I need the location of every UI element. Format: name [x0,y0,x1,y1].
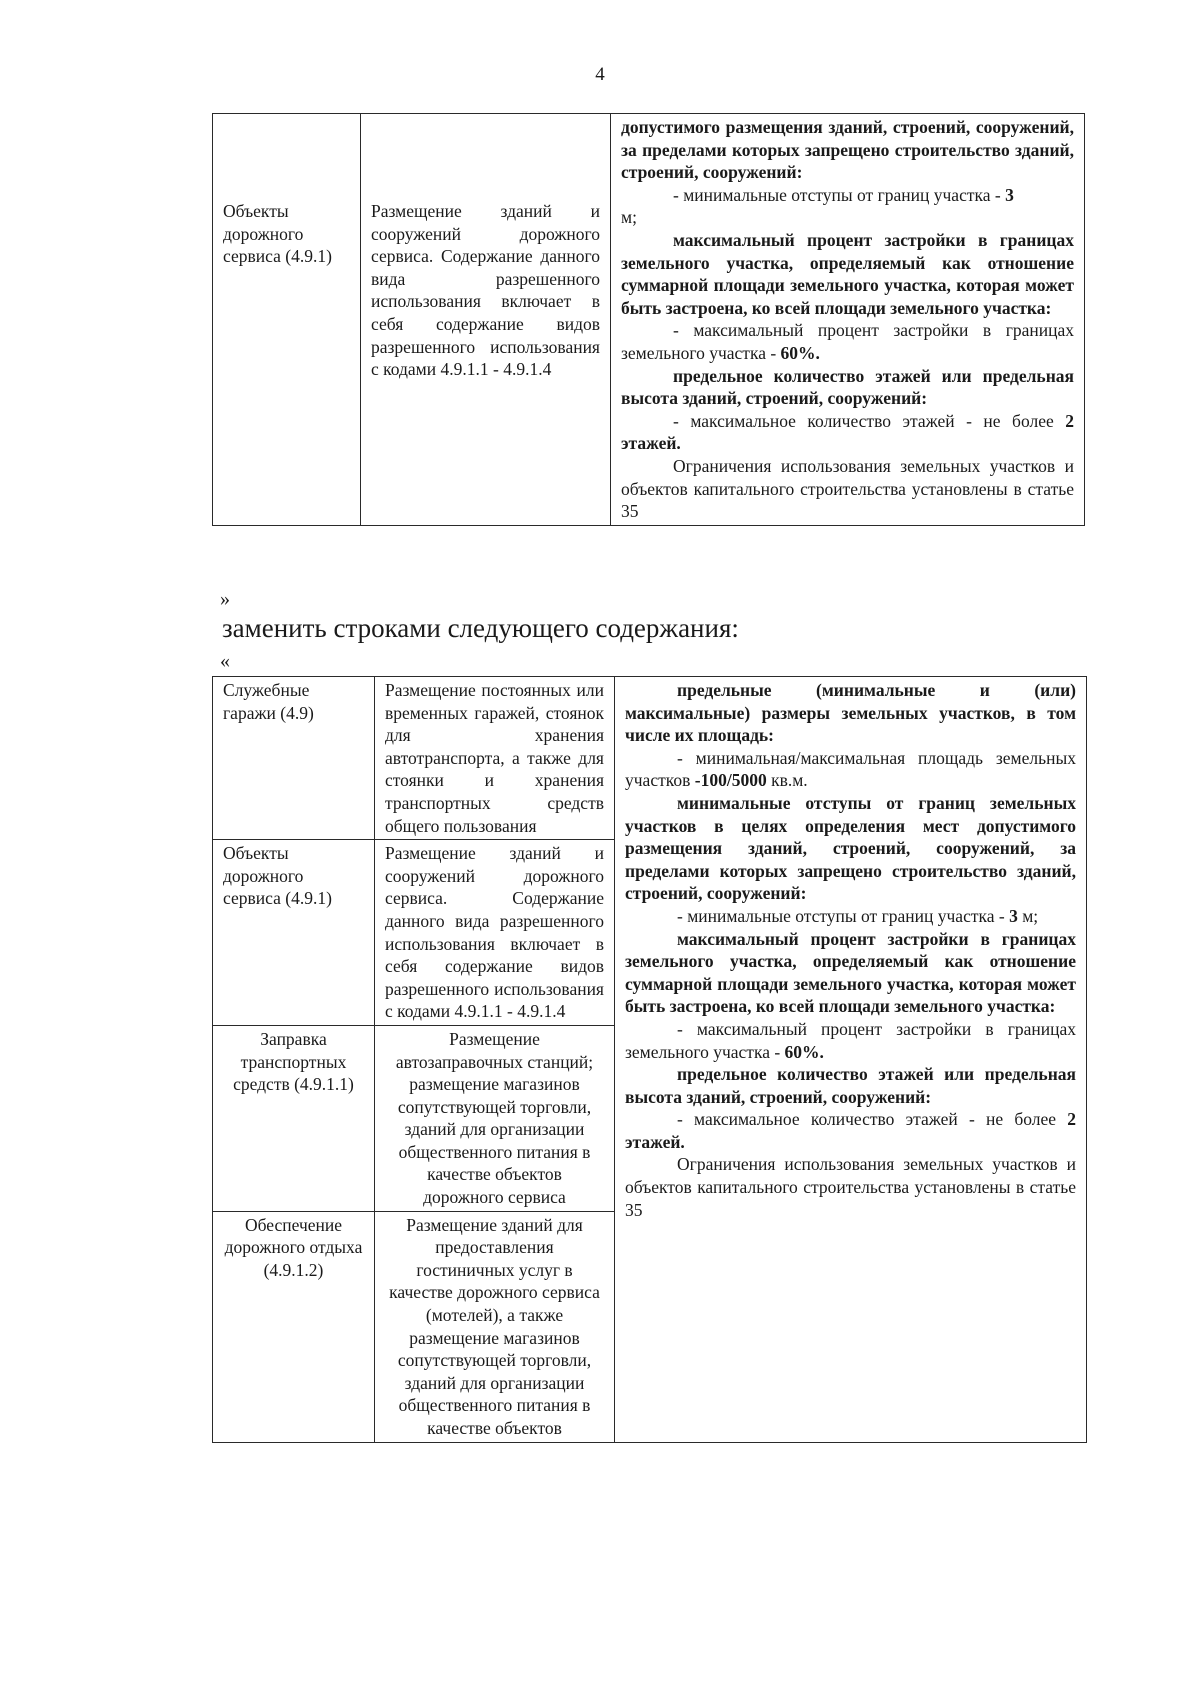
use-type-name: Служебные гаражи (4.9) [223,680,314,723]
description-cell [375,1025,615,1211]
code-cell [213,1211,375,1442]
use-type-name: Заправка транспортных средств (4.9.1.1) [233,1028,354,1095]
param-text: - минимальные отступы от границ участка - 3 [673,184,1014,205]
land-use-table-old [212,113,1085,526]
use-type-description: Размещение зданий для предоставления гостиничных услуг в качестве дорожного сервиса (мотелей), а также размещение магазинов сопутствующей торговли, зданий для организации общественного питания в качестве объектов [389,1214,600,1438]
description-cell [375,1211,615,1442]
param-text: предельное количество этажей или предельная высота зданий, строений, сооружений: [625,1064,1076,1107]
param-text: максимальный процент застройки в границах земельного участка, определяемый как отношение суммарной площади земельного участка, которая может быть застроена, ко всей площади земельного участка: [625,928,1076,1017]
param-text: предельные (минимальные и (или) максимальные) размеры земельных участков, в том числе их площадь: [625,680,1076,746]
land-use-table-new [212,676,1087,1443]
param-text: - максимальный процент застройки в границах земельного участка - 60%. [625,1018,1076,1062]
opening-quote: « [220,650,230,672]
param-text: предельное количество этажей или предельная высота зданий, строений, сооружений: [621,365,1074,409]
use-type-description: Размещение постоянных или временных гаражей, стоянок для хранения автотранспорта, а также для стоянки и хранения транспортных средств общего пользования [385,680,604,836]
use-type-name: Обеспечение дорожного отдыха (4.9.1.2) [224,1214,363,1280]
param-text: Ограничения использования земельных участков и объектов капитального строительства установлены в статье 35 [625,1154,1076,1220]
code-cell [213,114,361,526]
param-text: - максимальное количество этажей - не более 2 этажей. [625,1109,1076,1152]
description-cell [375,677,615,840]
parameters-cell [615,677,1087,1443]
use-type-description: Размещение зданий и сооружений дорожного сервиса. Содержание данного вида разрешенного использования включает в себя содержание видов разрешенного использования с кодами 4.9.1.1 - 4.9.1.4 [385,843,604,1022]
description-cell [375,840,615,1026]
code-cell [213,1025,375,1211]
description-cell [361,114,611,526]
param-text: м; [621,207,637,228]
param-text: - максимальное количество этажей - не более 2 этажей. [621,410,1074,454]
page-number: 4 [595,64,605,85]
use-type-description: Размещение автозаправочных станций; размещение магазинов сопутствующей торговли, зданий для организации общественного питания в качестве объектов дорожного сервиса [395,1028,594,1208]
parameters-cell [611,114,1085,526]
use-type-name: Объекты дорожного сервиса (4.9.1) [223,843,332,909]
table-row [213,114,1085,526]
replace-heading: заменить строками следующего содержания: [222,613,739,643]
param-text: - максимальный процент застройки в границах земельного участка - 60%. [621,320,1074,363]
use-type-name: Объекты дорожного сервиса (4.9.1) [223,201,332,267]
param-text: допустимого размещения зданий, строений, сооружений, за пределами которых запрещено строительство зданий, строений, сооружений: [621,117,1074,183]
use-type-description: Размещение зданий и сооружений дорожного сервиса. Содержание данного вида разрешенного использования включает в себя содержание видов разрешенного использования с кодами 4.9.1.1 - 4.9.1.4 [371,201,600,380]
code-cell [213,840,375,1026]
table-row [213,677,1087,840]
param-text: минимальные отступы от границ земельных участков в целях определения мест допустимого размещения зданий, строений, сооружений, за пределами которых запрещено строительство зданий, строений, сооружений: [625,792,1076,904]
param-text: - минимальная/максимальная площадь земельных участков -100/5000 кв.м. [625,747,1076,791]
param-text: - минимальные отступы от границ участка - 3 м; [677,905,1039,926]
code-cell [213,677,375,840]
param-text: Ограничения использования земельных участков и объектов капитального строительства установлены в статье 35 [621,455,1074,522]
closing-quote: » [220,588,230,610]
param-text: максимальный процент застройки в границах земельного участка, определяемый как отношение суммарной площади земельного участка, которая может быть застроена, ко всей площади земельного участка: [621,229,1074,318]
